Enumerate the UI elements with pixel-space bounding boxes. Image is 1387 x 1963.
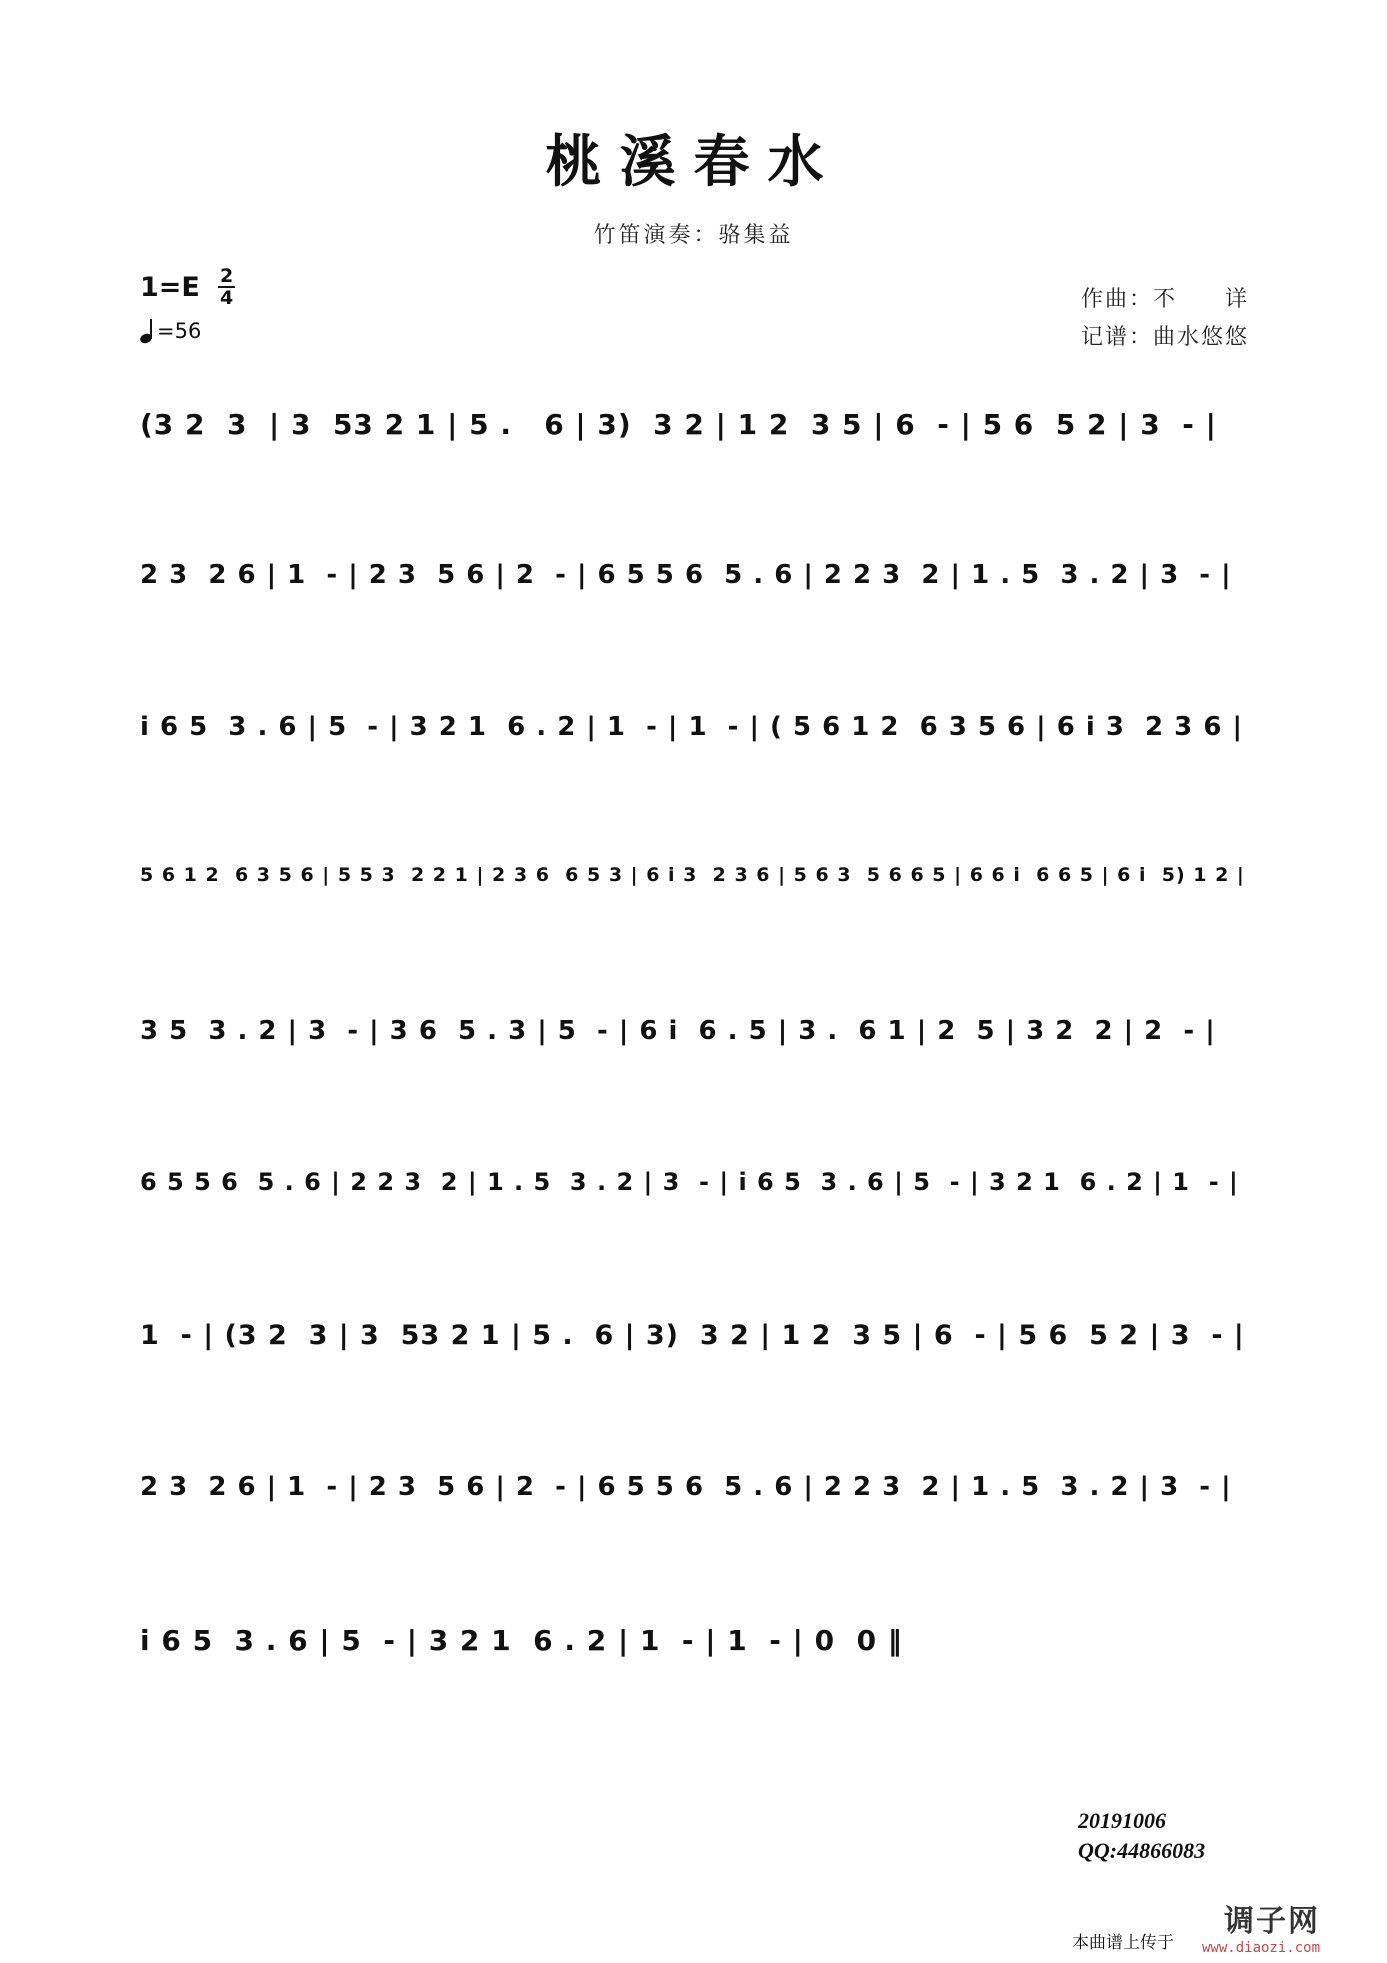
time-signature xyxy=(218,266,235,308)
composer-credit: 作曲：不 详 xyxy=(1080,287,1249,312)
score-line xyxy=(140,400,1250,460)
performer-credit: 竹笛演奏：骆集益 xyxy=(593,223,794,248)
score-line xyxy=(140,1464,1250,1524)
score-line-notes: 5 6 1 2 6 3 5 6 | 5 5 3 2 2 1 | 2 3 6 6 5 3 | 6 i 3 2 3 6 | 5 6 3 5 6 6 5 | 6 6 i 6 6 5 | 6 i 5) 1 2 | xyxy=(140,864,1245,886)
score-line xyxy=(140,704,1250,764)
quarter-note-icon xyxy=(140,319,154,343)
logo-url: www.diaozi.com xyxy=(1202,1940,1321,1956)
score-line-notes: 2 3 2 6 | 1 - | 2 3 5 6 | 2 - | 6 5 5 6 5 . 6 | 2 2 3 2 | 1 . 5 3 . 2 | 3 - | xyxy=(140,1472,1232,1502)
score-line-notes: 2 3 2 6 | 1 - | 2 3 5 6 | 2 - | 6 5 5 6 5 . 6 | 2 2 3 2 | 1 . 5 3 . 2 | 3 - | xyxy=(140,560,1232,590)
date-text: 20191006 xyxy=(1078,1808,1166,1833)
key-signature: 1=E xyxy=(140,272,200,303)
qq-text: QQ:44866083 xyxy=(1078,1838,1206,1863)
meter-bottom: 4 xyxy=(220,287,234,309)
score-line-notes: 1 - | (3 2 3 | 3 53 2 1 | 5 . 6 | 3) 3 2 | 1 2 3 5 | 6 - | 5 6 5 2 | 3 - | xyxy=(140,1320,1245,1351)
score-line xyxy=(140,1160,1250,1220)
score-line xyxy=(140,1616,1250,1676)
upload-note: 本曲谱上传于 xyxy=(1072,1933,1174,1953)
site-logo[interactable] xyxy=(1202,1896,1320,1956)
tempo-mark xyxy=(140,319,201,343)
score-line xyxy=(140,552,1250,612)
score-line-notes: i 6 5 3 . 6 | 5 - | 3 2 1 6 . 2 | 1 - | 1 - | 0 0 ‖ xyxy=(140,1624,903,1657)
logo-title: 调子网 xyxy=(1224,1904,1321,1939)
score-line-notes: (3 2 3 | 3 53 2 1 | 5 . 6 | 3) 3 2 | 1 2 3 5 | 6 - | 5 6 5 2 | 3 - | xyxy=(140,408,1217,441)
score-line-notes: 3 5 3 . 2 | 3 - | 3 6 5 . 3 | 5 - | 6 i 6 . 5 | 3 . 6 1 | 2 5 | 3 2 2 | 2 - | xyxy=(140,1016,1216,1046)
transcriber-credit: 记谱：曲水悠悠 xyxy=(1080,325,1249,350)
song-title: 桃溪春水 xyxy=(545,129,842,195)
meter-top: 2 xyxy=(220,265,234,287)
score-line-notes: i 6 5 3 . 6 | 5 - | 3 2 1 6 . 2 | 1 - | 1 - | ( 5 6 1 2 6 3 5 6 | 6 i 3 2 3 6 | xyxy=(140,712,1243,742)
score-line xyxy=(140,1008,1250,1068)
tempo-value: =56 xyxy=(157,319,202,343)
score-line xyxy=(140,1312,1250,1372)
score-line-notes: 6 5 5 6 5 . 6 | 2 2 3 2 | 1 . 5 3 . 2 | 3 - | i 6 5 3 . 6 | 5 - | 3 2 1 6 . 2 | 1 - | xyxy=(140,1168,1239,1196)
score-line xyxy=(140,856,1250,916)
date-block xyxy=(1078,1806,1205,1866)
